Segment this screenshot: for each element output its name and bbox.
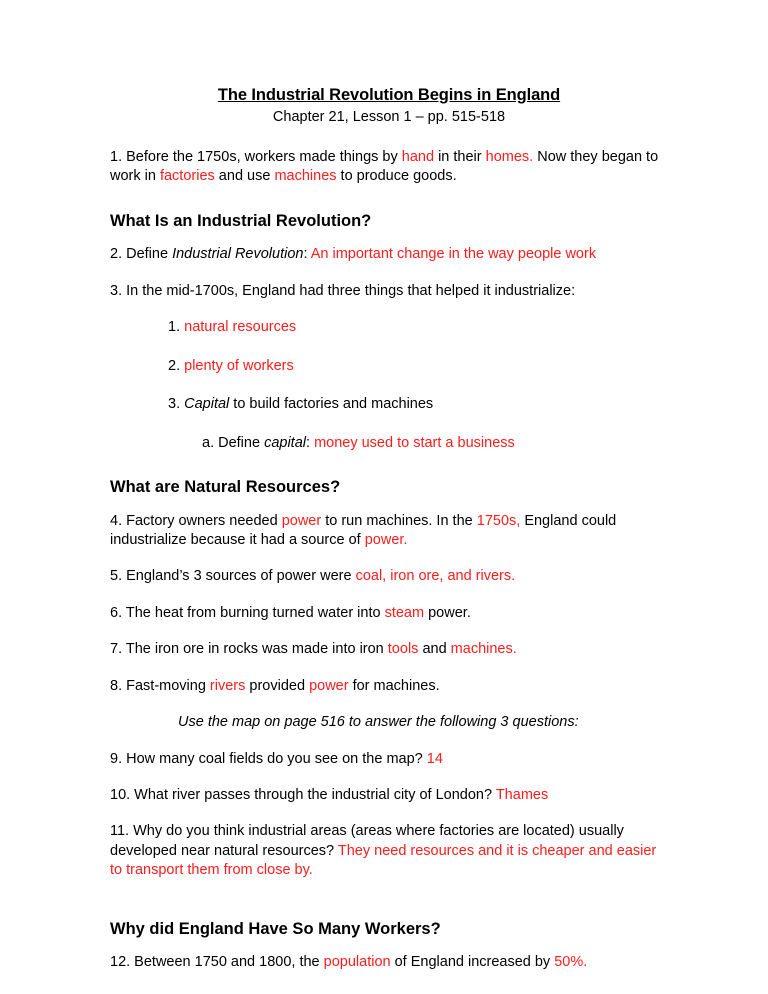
question-6-answer: steam: [384, 604, 425, 621]
question-9: [110, 750, 668, 769]
question-5: [110, 567, 668, 586]
question-3-item-3-term: Capital: [184, 396, 230, 413]
question-11: [110, 822, 668, 880]
question-3-item-3-number: 3.: [168, 396, 185, 413]
section-heading-industrial-revolution: What Is an Industrial Revolution?: [110, 211, 372, 230]
question-12-text-b: of England increased by: [390, 954, 555, 971]
question-8-text-a: 8. Fast-moving: [110, 677, 210, 694]
question-7-answer-2: machines.: [450, 641, 517, 658]
section-heading-many-workers: Why did England Have So Many Workers?: [110, 919, 441, 938]
question-3-item-2-answer: plenty of workers: [184, 357, 294, 374]
question-1-answer-2: homes.: [485, 148, 534, 165]
question-10-text-a: 10. What river passes through the industrial city of London?: [110, 786, 496, 803]
question-3a-text-a: a. Define: [202, 434, 265, 451]
question-6-text-b: power.: [424, 604, 471, 621]
question-3a-text-b: :: [306, 434, 315, 451]
question-4-answer-1: power: [281, 512, 322, 529]
question-1-text-e: to produce goods.: [336, 168, 457, 185]
question-7: [110, 640, 668, 659]
question-4-answer-3: power.: [364, 531, 408, 548]
section-heading-natural-resources: What are Natural Resources?: [110, 477, 341, 496]
question-3-item-1-answer: natural resources: [184, 319, 297, 336]
question-2-answer: An important change in the way people work: [310, 246, 597, 263]
question-4-text-c: England could industrialize because it had a source of: [110, 512, 617, 548]
question-3-item-1-number: 1.: [168, 319, 185, 336]
question-11-text-a: 11. Why do you think industrial areas (areas where factories are located) usually developed near natural resources?: [110, 823, 624, 859]
question-3-list-item-2: [110, 357, 668, 376]
question-3-item-2-number: 2.: [168, 357, 185, 374]
question-1-answer-3: factories: [159, 168, 215, 185]
question-10-answer: Thames: [495, 786, 549, 803]
question-6-text-a: 6. The heat from burning turned water into: [110, 604, 385, 621]
question-1-text-d: and use: [214, 168, 275, 185]
question-11-answer: They need resources and it is cheaper and easier to transport them from close by.: [110, 842, 657, 879]
question-12-answer-2: 50%.: [554, 954, 588, 971]
question-8-answer-2: power: [309, 677, 349, 694]
question-3-list-item-3: [110, 395, 668, 414]
document-title: The Industrial Revolution Begins in England: [217, 86, 561, 104]
question-2: [110, 245, 668, 264]
question-7-text-a: 7. The iron ore in rocks was made into iron: [110, 641, 388, 658]
question-8-text-b: provided: [245, 677, 310, 694]
question-1-text-c: Now they began to work in: [110, 148, 659, 185]
question-9-text-a: 9. How many coal fields do you see on the map?: [110, 750, 427, 767]
question-12-text-a: 12. Between 1750 and 1800, the: [110, 954, 324, 971]
question-5-answer: coal, iron ore, and rivers.: [355, 568, 516, 585]
question-3-item-3-text: to build factories and machines: [229, 396, 434, 413]
question-3a-term: capital: [264, 434, 306, 451]
question-8-text-c: for machines.: [348, 677, 440, 694]
map-instruction-note: Use the map on page 516 to answer the following 3 questions:: [178, 714, 579, 731]
question-4-text-a: 4. Factory owners needed: [110, 512, 282, 529]
question-4: [110, 512, 668, 551]
question-9-answer: 14: [426, 750, 443, 767]
question-10: [110, 786, 668, 805]
question-5-text-a: 5. England’s 3 sources of power were: [110, 568, 356, 585]
question-8-answer-1: rivers: [209, 677, 246, 694]
document-subtitle: Chapter 21, Lesson 1 – pp. 515-518: [272, 108, 506, 125]
question-4-text-b: to run machines. In the: [321, 512, 477, 529]
question-6: [110, 604, 668, 623]
question-2-term: Industrial Revolution: [172, 246, 304, 263]
question-12: [110, 953, 668, 972]
question-1-text-b: in their: [434, 148, 486, 165]
question-1-answer-4: machines: [274, 168, 337, 185]
question-1-answer-1: hand: [401, 148, 435, 165]
question-7-text-b: and: [418, 641, 451, 658]
question-7-answer-1: tools: [387, 641, 419, 658]
question-1-text-a: 1. Before the 1750s, workers made things by: [110, 148, 402, 165]
question-12-answer-1: population: [323, 954, 391, 971]
question-2-text-b: :: [303, 246, 311, 263]
question-1: [110, 148, 668, 187]
question-3-list-item-1: [110, 318, 668, 337]
question-4-answer-2: 1750s,: [476, 512, 521, 529]
question-8: [110, 677, 668, 696]
question-3a: [110, 434, 668, 453]
question-2-text-a: 2. Define: [110, 246, 173, 263]
question-3: 3. In the mid-1700s, England had three things that helped it industrialize:: [110, 282, 576, 299]
question-3a-answer: money used to start a business: [314, 434, 515, 451]
